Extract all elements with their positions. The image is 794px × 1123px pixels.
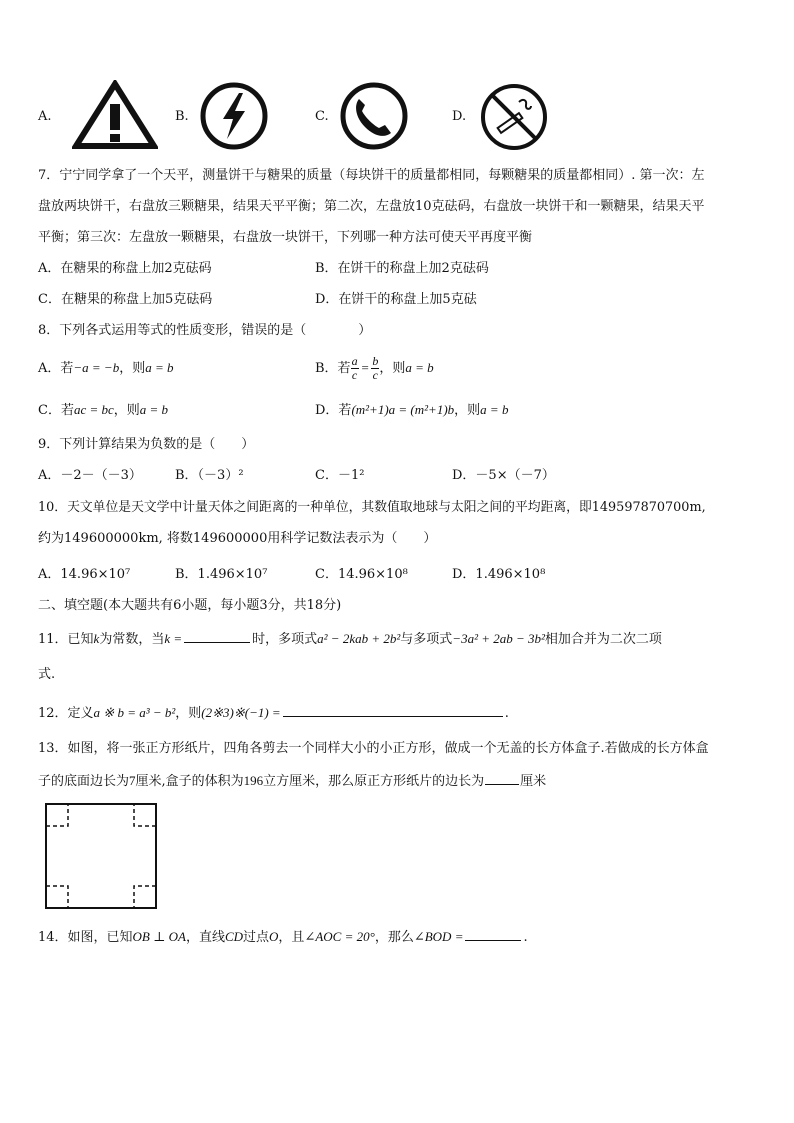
q10-option-c: C．14.96×10⁸ — [315, 567, 408, 582]
q12-end: . — [504, 706, 509, 721]
q12-part2: ，则 — [175, 706, 202, 721]
q12-part1: 12．定义 — [38, 706, 94, 721]
section-title-fill-in: 二、填空题(本大题共有6小题，每小题3分，共18分) — [38, 598, 342, 613]
q11-k-eq: k = — [164, 631, 183, 646]
q11-part3: 时，多项式 — [252, 632, 318, 647]
q6-option-b-label: B. — [175, 109, 189, 124]
q11-part1: 11．已知 — [38, 632, 94, 647]
no-smoking-icon — [479, 82, 549, 152]
warning-triangle-icon — [72, 80, 158, 150]
q14-answer-blank[interactable] — [465, 928, 521, 941]
q8-a-expr: −a = −b — [73, 360, 120, 375]
q8-option-c — [38, 402, 168, 419]
q14-end: . — [523, 930, 528, 945]
q9-option-b: B．（－3）² — [175, 468, 244, 483]
q10-option-b: B．1.496×10⁷ — [175, 567, 268, 582]
q13-paper-figure — [44, 802, 160, 912]
fraction-numerator: b — [372, 354, 379, 368]
q8-option-b — [315, 351, 434, 386]
q14-angle: ∠AOC = 20° — [304, 929, 375, 944]
q10-option-a: A．14.96×10⁷ — [38, 567, 131, 582]
q11-line1 — [38, 630, 662, 648]
q8-c-expr: ac = bc — [73, 402, 114, 417]
q8-option-d — [315, 402, 508, 419]
q11-part5: 相加合并为二次二项 — [544, 632, 662, 647]
fraction-numerator: a — [351, 354, 358, 368]
q13-side: 7 — [129, 773, 136, 788]
q14-o: O — [269, 929, 279, 944]
telephone-icon — [339, 81, 409, 151]
q13-part3: 立方厘米，那么原正方形纸片的边长为 — [263, 774, 485, 789]
q8-b-equals: = — [360, 360, 370, 375]
q11-line2: 式. — [38, 667, 56, 682]
q14-cd: CD — [224, 929, 244, 944]
q9-option-d: D．－5×（－7） — [452, 468, 555, 483]
q8-b-then: ，则 — [379, 361, 406, 376]
q8-a-then: ，则 — [119, 361, 146, 376]
q7-option-d: D．在饼干的称盘上加5克砝 — [315, 292, 477, 307]
q8-option-a — [38, 360, 174, 377]
q11-k: k — [93, 631, 100, 646]
q14-perp: OB ⊥ OA — [132, 929, 186, 944]
q10-stem-line1: 10．天文单位是天文学中计量天体之间距离的一种单位，其数值取地球与太阳之间的平均距离，即149597870700m, — [38, 500, 706, 515]
q7-stem-line2: 盘放两块饼干，右盘放三颗糖果，结果天平平衡；第二次，左盘放10克砝码，右盘放一块饼干和一颗糖果，结果天平 — [38, 199, 705, 214]
fraction-denominator: c — [372, 368, 378, 382]
q8-c-then: ，则 — [113, 403, 140, 418]
q12-answer-blank[interactable] — [283, 704, 503, 717]
q11-poly2: −3a² + 2ab − 3b² — [452, 631, 545, 646]
q7-option-a: A．在糖果的称盘上加2克砝码 — [38, 261, 212, 276]
q13-answer-blank[interactable] — [485, 772, 519, 785]
q13-part2: 厘米,盒子的体积为 — [135, 774, 244, 789]
q14-part4: ，且 — [278, 930, 305, 945]
q13-volume: 196 — [243, 773, 264, 788]
q9-stem: 9．下列计算结果为负数的是（ ） — [38, 437, 255, 452]
q10-stem-line2: 约为149600000km, 将数149600000用科学记数法表示为（ ） — [38, 531, 437, 546]
q13-line2 — [38, 772, 546, 790]
q8-d-expr: (m²+1)a = (m²+1)b — [351, 402, 455, 417]
q12-definition: a ※ b = a³ − b² — [93, 705, 176, 720]
q8-d-result: a = b — [480, 402, 509, 417]
q11-part4: 与多项式 — [400, 632, 453, 647]
q6-option-c-label: C. — [315, 109, 329, 124]
q14-part3: 过点 — [243, 930, 270, 945]
fraction-denominator: c — [351, 368, 358, 382]
q8-b-fraction-left — [351, 355, 359, 382]
q13-line1: 13．如图，将一张正方形纸片，四角各剪去一个同样大小的小正方形，做成一个无盖的长方体盒子.若做成的长方体盒 — [38, 741, 709, 756]
q11-part2: 为常数，当 — [99, 632, 165, 647]
q9-option-c: C．－1² — [315, 468, 365, 483]
q8-a-result: a = b — [145, 360, 174, 375]
q7-stem-line3: 平衡；第三次：左盘放一颗糖果，右盘放一块饼干，下列哪一种方法可使天平再度平衡 — [38, 230, 533, 245]
q10-option-d: D．1.496×10⁸ — [452, 567, 546, 582]
q8-a-label: A．若 — [38, 361, 74, 376]
q6-option-a-label: A. — [38, 109, 52, 124]
q14-part1: 14．如图，已知 — [38, 930, 133, 945]
q6-option-d-label: D. — [452, 109, 467, 124]
q8-d-label: D．若 — [315, 403, 352, 418]
q8-b-result: a = b — [405, 360, 434, 375]
q8-stem: 8．下列各式运用等式的性质变形，错误的是（ ） — [38, 323, 372, 338]
q14-line — [38, 928, 528, 946]
q9-option-a: A．－2－（－3） — [38, 468, 142, 483]
q14-ask: ∠BOD = — [413, 929, 464, 944]
q11-answer-blank[interactable] — [184, 630, 250, 643]
q14-part5: ，那么 — [374, 930, 414, 945]
q13-part1: 子的底面边长为 — [38, 774, 130, 789]
q12-expression: (2※3)※(−1) = — [201, 705, 281, 720]
q14-part2: ，直线 — [185, 930, 225, 945]
q8-c-result: a = b — [139, 402, 169, 417]
q13-part4: 厘米 — [520, 774, 547, 789]
q7-option-b: B．在饼干的称盘上加2克砝码 — [315, 261, 489, 276]
q7-option-c: C．在糖果的称盘上加5克砝码 — [38, 292, 213, 307]
high-voltage-icon — [199, 81, 269, 151]
q12-line — [38, 704, 509, 722]
q11-poly1: a² − 2kab + 2b² — [317, 631, 401, 646]
q8-b-label: B．若 — [315, 361, 351, 376]
q8-d-then: ，则 — [454, 403, 481, 418]
q8-c-label: C．若 — [38, 403, 74, 418]
q7-stem-line1: 7．宁宁同学拿了一个天平，测量饼干与糖果的质量（每块饼干的质量都相同，每颗糖果的质量都相同）. 第一次：左 — [38, 168, 705, 183]
